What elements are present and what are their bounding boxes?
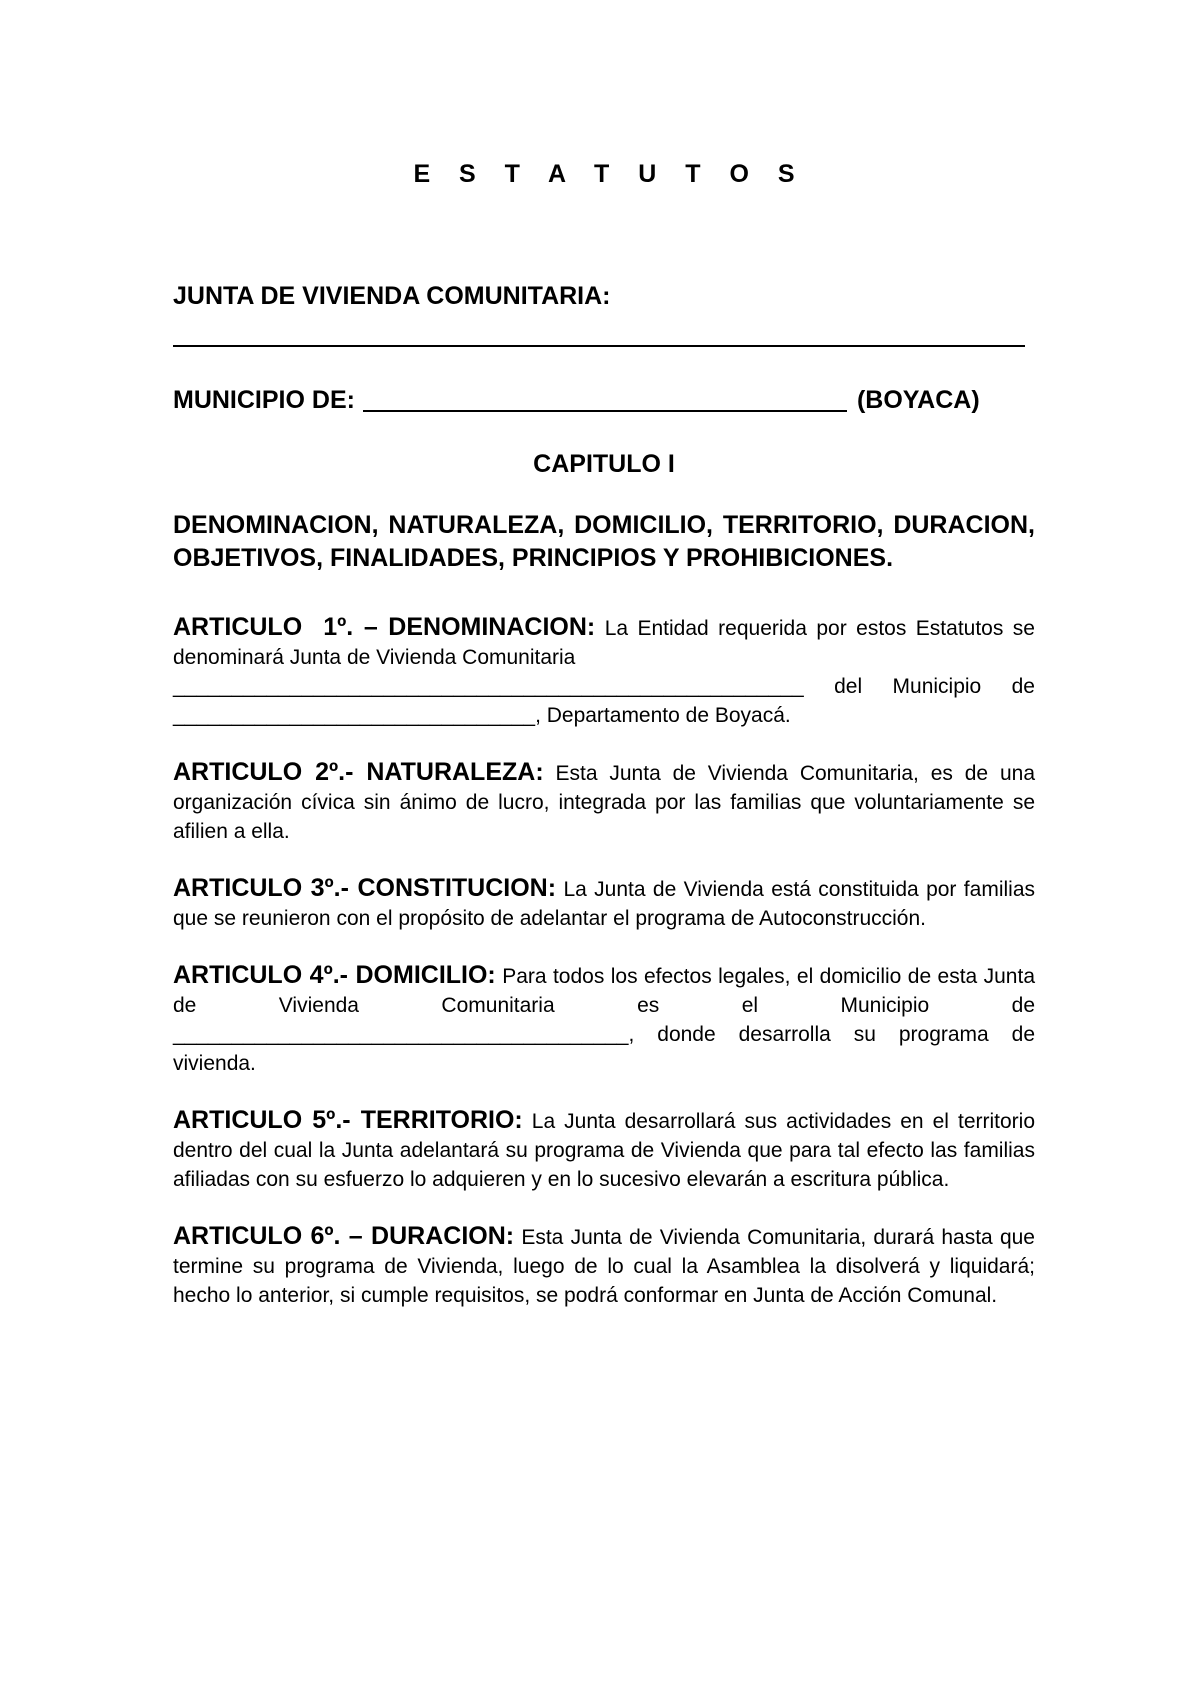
article-4-municipio-blank: _______________________________________ xyxy=(173,1023,629,1046)
article-4 xyxy=(173,961,1035,1078)
article-5-heading: ARTICULO 5º.- TERRITORIO: xyxy=(173,1106,523,1134)
article-6-text: Esta Junta de Vivienda Comunitaria, durará hasta que termine su programa de Vivienda, luego de lo cual la Asamblea la disolverá y liquidará; hecho lo anterior, si cumple requisitos, se podrá conformar en Junta de Acción Comunal. xyxy=(173,1226,1035,1307)
article-1-text-3: , Departamento de Boyacá. xyxy=(535,704,791,727)
municipio-row xyxy=(173,385,1035,415)
article-1-text-2: del Municipio de xyxy=(834,675,1035,698)
article-4-heading: ARTICULO 4º.- DOMICILIO: xyxy=(173,961,496,989)
article-3-text: La Junta de Vivienda está constituida por familias que se reunieron con el propósito de adelantar el programa de Autoconstrucción. xyxy=(173,878,1035,930)
municipio-suffix: (BOYACA) xyxy=(856,386,980,414)
chapter-subtitle: DENOMINACION, NATURALEZA, DOMICILIO, TERRITORIO, DURACION, OBJETIVOS, FINALIDADES, PRINCIPIOS Y PROHIBICIONES. xyxy=(173,511,1035,572)
junta-label: JUNTA DE VIVIENDA COMUNITARIA: xyxy=(173,282,611,310)
article-1-municipio-blank: _______________________________ xyxy=(173,704,536,727)
junta-name-blank-line xyxy=(173,345,1025,347)
article-1-name-blank: ______________________________________________________ xyxy=(173,675,804,698)
article-4-text-2: , donde desarrolla su programa de vivienda. xyxy=(173,1023,1035,1075)
article-1 xyxy=(173,613,1035,730)
article-5 xyxy=(173,1106,1035,1194)
article-3-heading: ARTICULO 3º.- CONSTITUCION: xyxy=(173,874,557,902)
document-title: E S T A T U T O S xyxy=(413,160,806,188)
municipio-blank-line xyxy=(363,409,847,412)
article-1-heading: ARTICULO 1º. – DENOMINACION: xyxy=(173,613,596,641)
municipio-label: MUNICIPIO DE: xyxy=(173,386,355,414)
article-5-text: La Junta desarrollará sus actividades en el territorio dentro del cual la Junta adelantará su programa de Vivienda que para tal efecto las familias afiliadas con su esfuerzo lo adquieren y en lo sucesivo elevarán a escritura pública. xyxy=(173,1110,1036,1191)
article-6-heading: ARTICULO 6º. – DURACION: xyxy=(173,1222,515,1250)
article-2-heading: ARTICULO 2º.- NATURALEZA: xyxy=(173,758,544,786)
article-2 xyxy=(173,758,1035,846)
article-2-text: Esta Junta de Vivienda Comunitaria, es de una organización cívica sin ánimo de lucro, integrada por las familias que voluntariamente se afilien a ella. xyxy=(173,762,1035,843)
document-page xyxy=(173,160,1035,1310)
article-3 xyxy=(173,874,1035,933)
article-4-text-1: Para todos los efectos legales, el domicilio de esta Junta de Vivienda Comunitaria es el Municipio de xyxy=(173,965,1036,1017)
article-6 xyxy=(173,1222,1035,1310)
chapter-heading: CAPITULO I xyxy=(533,450,675,478)
article-1-text-1: La Entidad requerida por estos Estatutos se denominará Junta de Vivienda Comunitaria xyxy=(173,617,1035,669)
